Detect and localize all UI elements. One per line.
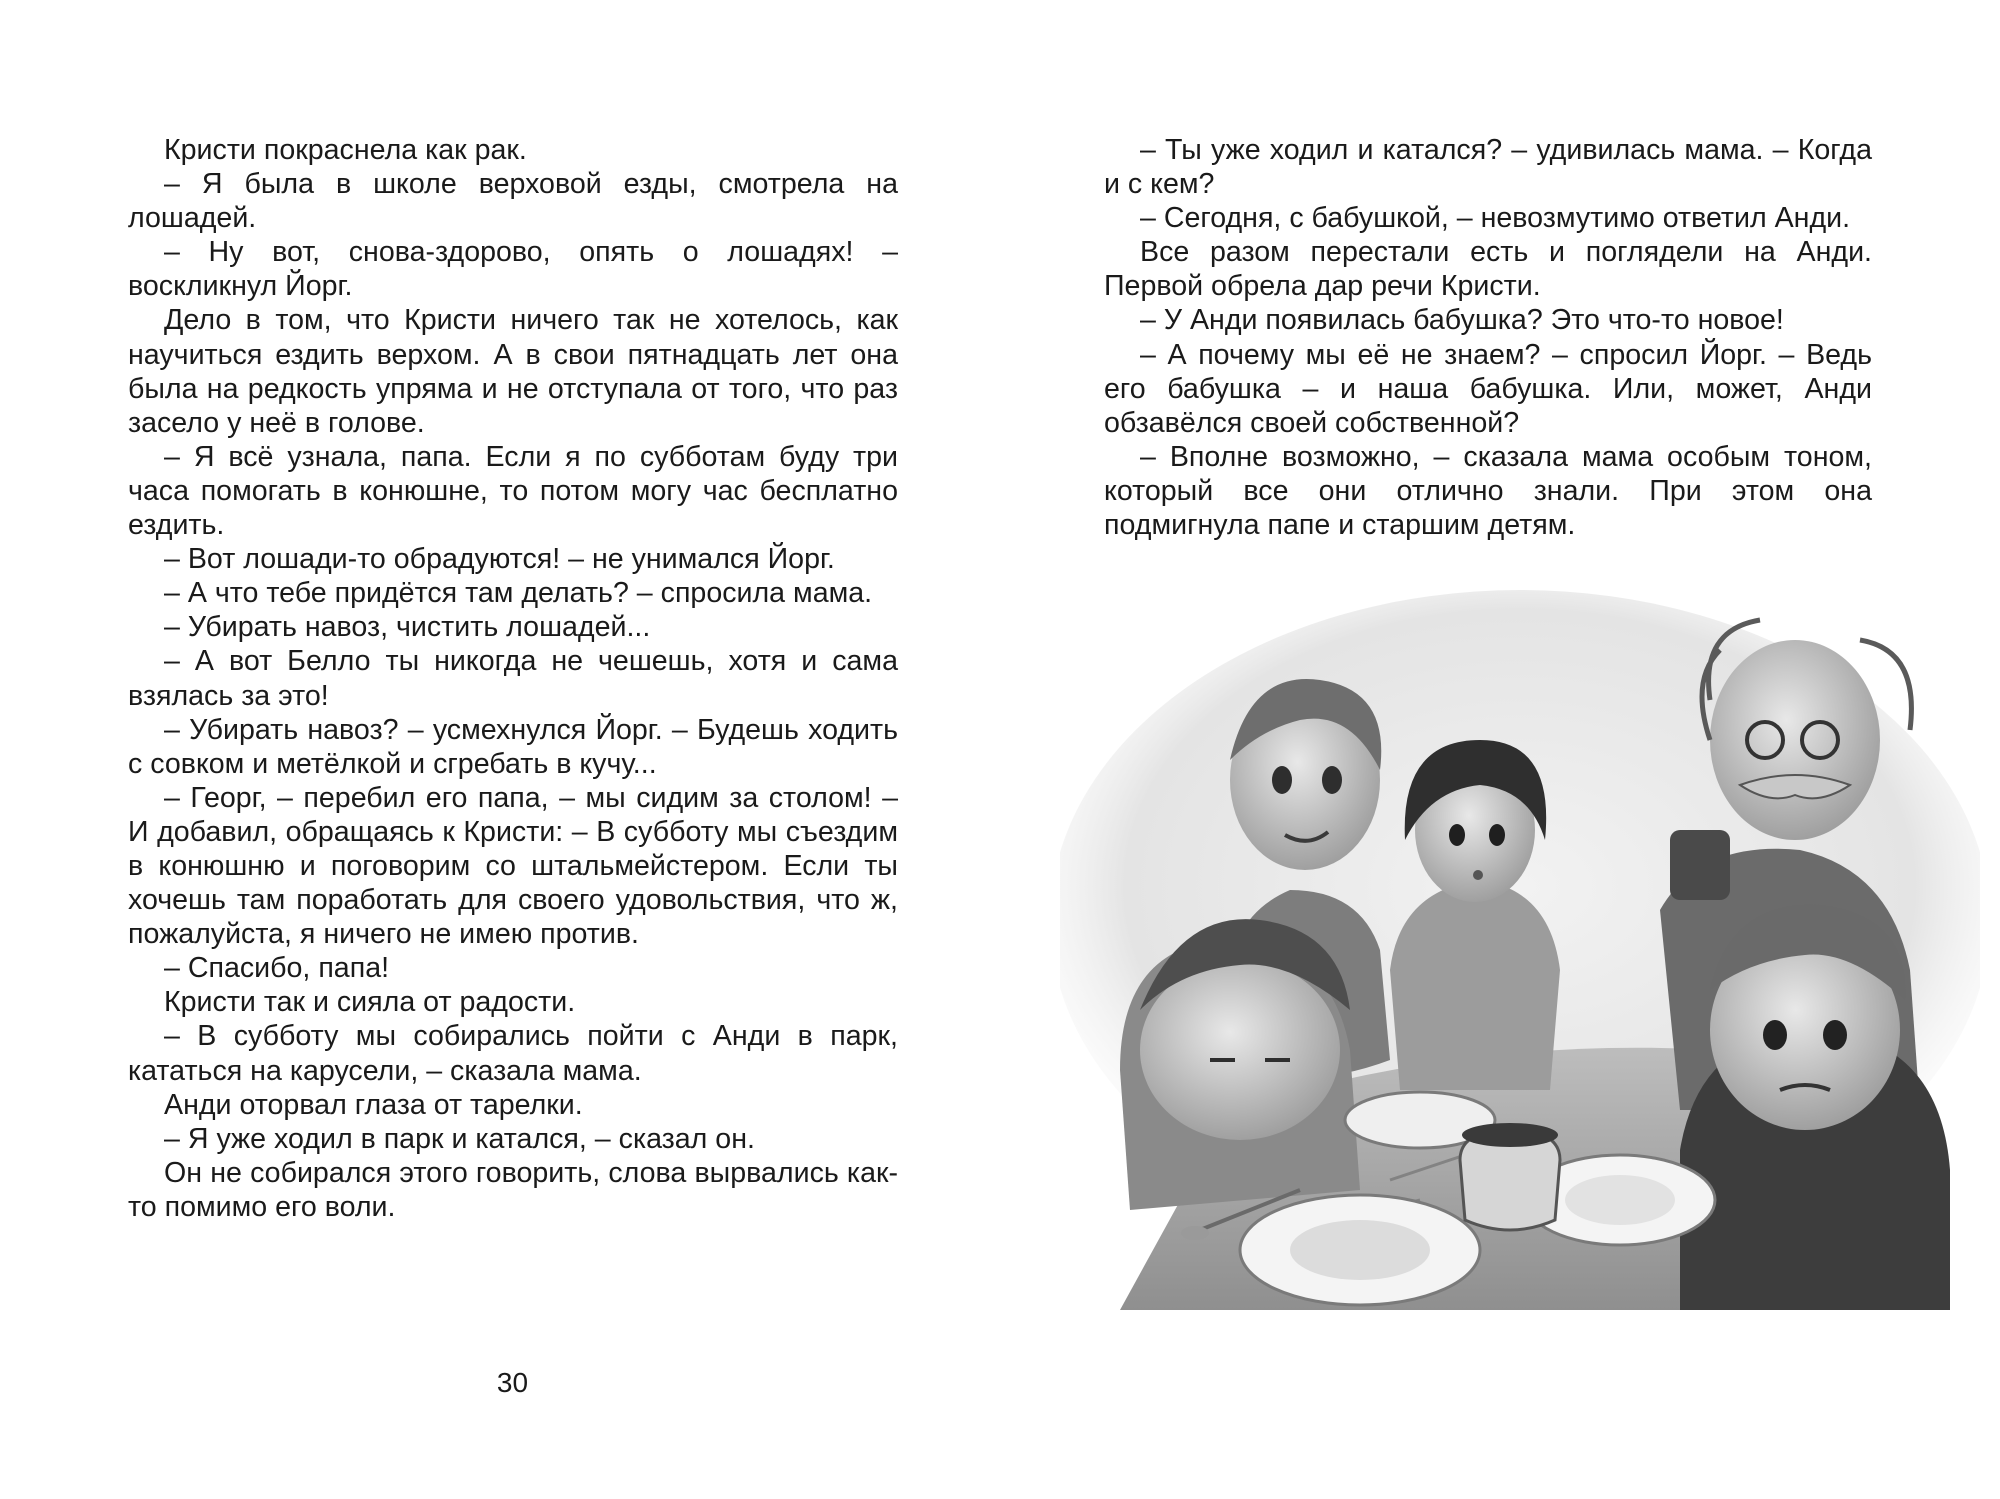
paragraph: – Сегодня, с бабушкой, – невозмутимо ответил Анди. xyxy=(1140,202,1851,235)
paragraph: – А что тебе придётся там делать? – спросила мама. xyxy=(164,577,873,610)
paragraph: – Вполне возможно, – сказала мама особым тоном, который все они отлично знали. При этом она подмигнула папе и старшим детям. xyxy=(1104,440,1872,542)
family-dinner-illustration xyxy=(1060,590,1980,1310)
right-page-text xyxy=(1104,133,1872,542)
paragraph: Анди оторвал глаза от тарелки. xyxy=(164,1088,583,1121)
right-page xyxy=(1000,0,2000,1499)
paragraph: – А вот Белло ты никогда не чешешь, хотя и сама взялась за это! xyxy=(128,645,898,712)
left-page-text xyxy=(128,133,898,1224)
paragraph: – Я всё узнала, папа. Если я по субботам буду три часа помогать в конюшне, то потом могу час бесплатно ездить. xyxy=(128,440,898,542)
paragraph: – Убирать навоз, чистить лошадей... xyxy=(164,611,651,644)
paragraph: – Убирать навоз? – усмехнулся Йорг. – Будешь ходить с совком и метёлкой и сгребать в кучу... xyxy=(128,713,898,780)
paragraph: – У Анди появилась бабушка? Это что-то новое! xyxy=(1140,304,1784,337)
paragraph: – А почему мы её не знаем? – спросил Йорг. – Ведь его бабушка – и наша бабушка. Или, может, Анди обзавёлся своей собственной? xyxy=(1104,338,1872,439)
paragraph: Кристи так и сияла от радости. xyxy=(164,986,576,1019)
paragraph: Он не собирался этого говорить, слова вырвались как-то помимо его воли. xyxy=(128,1156,898,1223)
page-number: 30 xyxy=(496,1367,529,1398)
paragraph: – Я была в школе верховой езды, смотрела на лошадей. xyxy=(128,168,898,235)
paragraph: Дело в том, что Кристи ничего так не хотелось, как научиться ездить верхом. А в свои пятнадцать лет она была на редкость упряма и не отступала от того, что раз засело у неё в голове. xyxy=(128,304,898,439)
paragraph: – Георг, – перебил его папа, – мы сидим за столом! – И добавил, обращаясь к Кристи: – В субботу мы съездим в конюшню и поговорим со штальмейстером. Если ты хочешь там поработать для своего удовольствия, что ж, пожалуйста, я ничего не имею против. xyxy=(128,781,898,951)
paragraph: – Ну вот, снова-здорово, опять о лошадях! – воскликнул Йорг. xyxy=(128,236,898,303)
paragraph: – Ты уже ходил и катался? – удивилась мама. – Когда и с кем? xyxy=(1104,134,1872,201)
paragraph: – Вот лошади-то обрадуются! – не унимался Йорг. xyxy=(164,543,835,576)
illustration-drawing xyxy=(1060,590,1980,1310)
paragraph: – Я уже ходил в парк и катался, – сказал он. xyxy=(164,1122,755,1155)
paragraph: – Спасибо, папа! xyxy=(164,952,390,985)
paragraph: Все разом перестали есть и поглядели на Анди. Первой обрела дар речи Кристи. xyxy=(1104,236,1872,303)
paragraph: – В субботу мы собирались пойти с Анди в парк, кататься на карусели, – сказала мама. xyxy=(128,1020,898,1087)
figure-kristi xyxy=(1390,740,1560,1090)
paragraph: Кристи покраснела как рак. xyxy=(164,134,527,166)
